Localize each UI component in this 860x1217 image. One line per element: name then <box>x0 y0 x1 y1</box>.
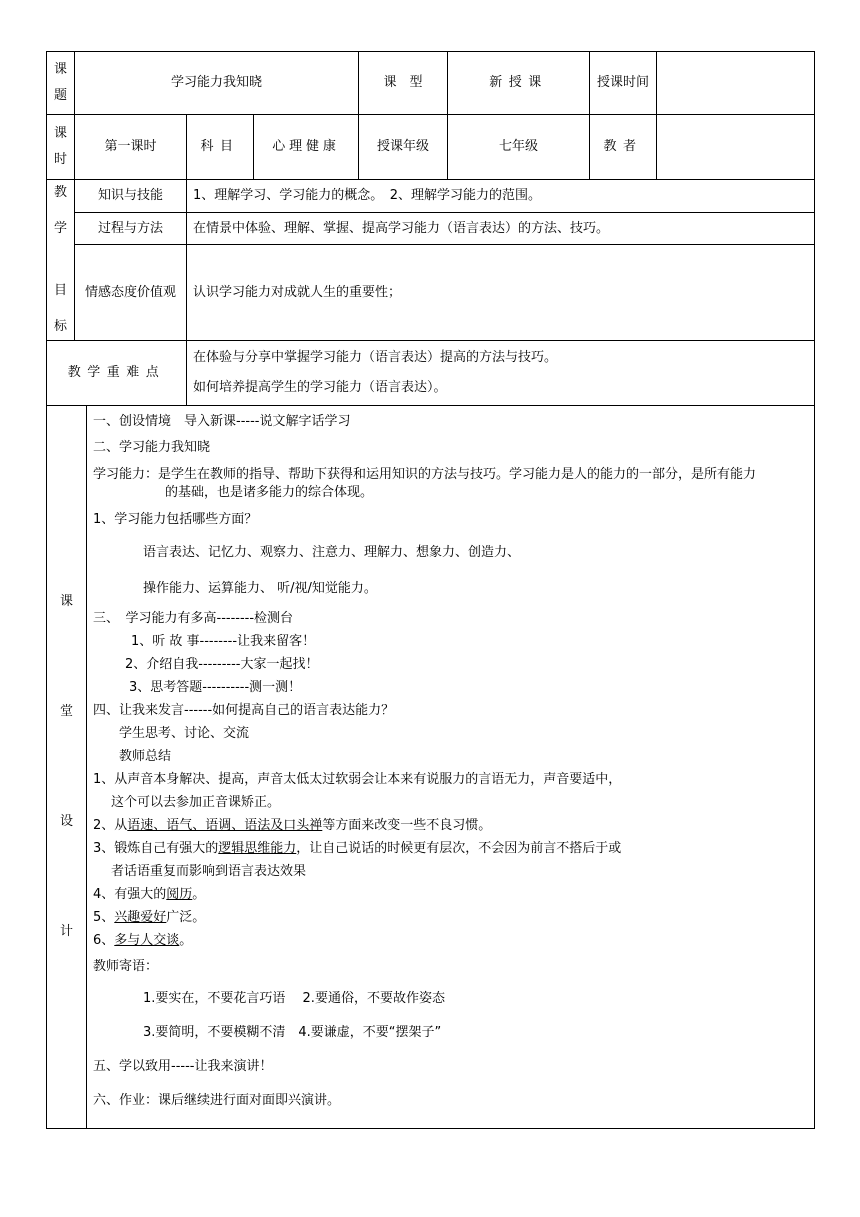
definition: 学习能力：是学生在教师的指导、帮助下获得和运用知识的方法与技巧。学习能力是人的能力的一部分，是所有能力 的基础，也是诸多能力的综合体现。 <box>93 467 757 500</box>
period-value: 第一课时 <box>75 115 187 180</box>
key-point-2: 如何培养提高学生的学习能力（语言表达）。 <box>193 380 447 395</box>
key-point-1: 在体验与分享中掌握学习能力（语言表达）提高的方法与技巧。 <box>193 350 558 365</box>
tip-4: 4、有强大的阅历。 <box>93 887 206 902</box>
time-value <box>657 52 815 115</box>
period-label: 课时 <box>47 115 75 180</box>
student-activity: 学生思考、讨论、交流 <box>119 726 250 741</box>
goal-knowledge-text: 1、理解学习、学习能力的概念。 2、理解学习能力的范围。 <box>187 180 815 213</box>
section-4: 四、让我来发言------如何提高自己的语言表达能力？ <box>93 703 395 718</box>
section-6: 六、作业：课后继续进行面对面即兴演讲。 <box>93 1093 341 1108</box>
grade-value: 七年级 <box>448 115 590 180</box>
lesson-label: 课题 <box>47 52 75 115</box>
section-5: 五、学以致用-----让我来演讲！ <box>93 1059 273 1074</box>
grade-label: 授课年级 <box>359 115 448 180</box>
question-1: 1、学习能力包括哪些方面？ <box>93 512 258 527</box>
section-1: 一、创设情境 导入新课-----说文解字话学习 <box>93 414 351 429</box>
goal-process-text: 在情景中体验、理解、掌握、提高学习能力（语言表达）的方法、技巧。 <box>187 213 815 245</box>
tip-3-cont: 者话语重复而影响到语言表达效果 <box>111 864 307 879</box>
teacher-label: 教者 <box>590 115 657 180</box>
type-label: 课 型 <box>359 52 448 115</box>
goal-process-label: 过程与方法 <box>75 213 187 245</box>
tip-6: 6、多与人交谈。 <box>93 933 193 948</box>
goals-label: 教 学 目 标 <box>47 180 75 341</box>
tip-1-cont: 这个可以去参加正音课矫正。 <box>111 795 281 810</box>
test-item-1: 1、听 故 事--------让我来留客！ <box>131 634 316 649</box>
goal-attitude-text: 认识学习能力对成就人生的重要性； <box>187 245 815 341</box>
test-item-3: 3、思考答题----------测一测！ <box>129 680 302 695</box>
tip-1: 1、从声音本身解决、提高，声音太低太过软弱会让本来有说服力的言语无力，声音要适中， <box>93 772 622 787</box>
teacher-summary: 教师总结 <box>119 749 172 764</box>
design-label: 课 堂 设 计 <box>47 406 87 1129</box>
lesson-plan-table <box>46 51 815 1129</box>
tip-2: 2、从语速、语气、语调、语法及口头禅等方面来改变一些不良习惯。 <box>93 818 492 833</box>
teacher-message-2: 3.要简明，不要模糊不清 4.要谦虚，不要“摆架子” <box>143 1025 442 1040</box>
abilities-line-1: 语言表达、记忆力、观察力、注意力、理解力、想象力、创造力、 <box>143 545 521 560</box>
subject-value: 心理健康 <box>254 115 359 180</box>
abilities-line-2: 操作能力、运算能力、 听/视/知觉能力。 <box>143 581 377 596</box>
goal-knowledge-label: 知识与技能 <box>75 180 187 213</box>
time-label: 授课时间 <box>590 52 657 115</box>
design-content <box>87 406 815 1129</box>
key-points-label: 教学重难点 <box>47 341 187 406</box>
teacher-message-1: 1.要实在，不要花言巧语 2.要通俗，不要故作姿态 <box>143 991 445 1006</box>
lesson-title: 学习能力我知晓 <box>75 52 359 115</box>
type-value: 新授课 <box>448 52 590 115</box>
tip-3: 3、锻炼自己有强大的逻辑思维能力，让自己说话的时候更有层次，不会因为前言不搭后于或 <box>93 841 622 856</box>
teacher-value <box>657 115 815 180</box>
tip-5: 5、兴趣爱好广泛。 <box>93 910 206 925</box>
section-3: 三、 学习能力有多高--------检测台 <box>93 611 294 626</box>
section-2: 二、学习能力我知晓 <box>93 440 211 455</box>
goal-attitude-label: 情感态度价值观 <box>75 245 187 341</box>
subject-label: 科目 <box>187 115 254 180</box>
key-points-text <box>187 341 815 406</box>
test-item-2: 2、介绍自我---------大家一起找！ <box>125 657 319 672</box>
teacher-message-label: 教师寄语： <box>93 959 159 974</box>
